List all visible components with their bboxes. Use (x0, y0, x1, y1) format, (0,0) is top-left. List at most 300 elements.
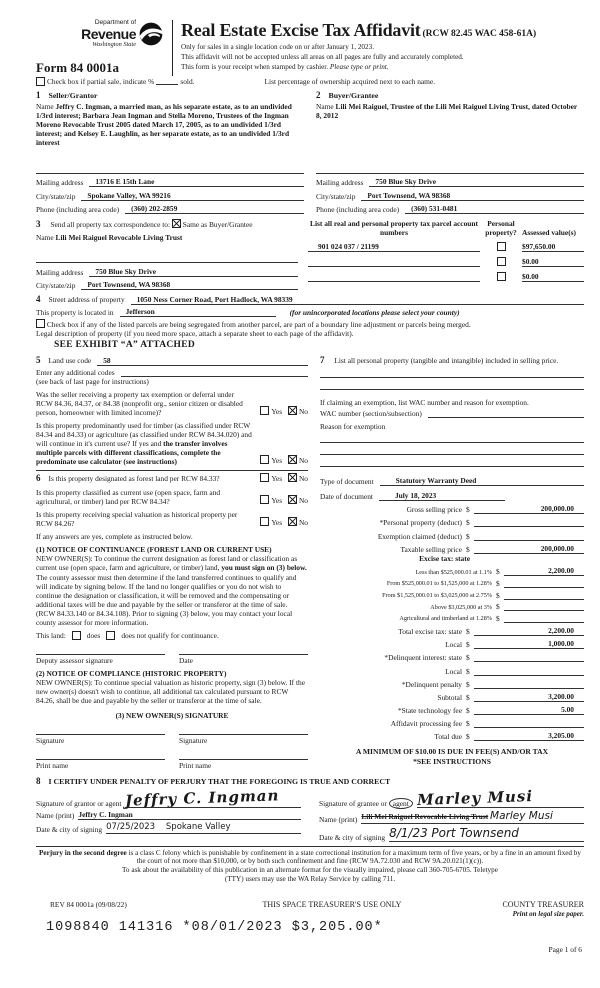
yes-checkbox (260, 406, 269, 415)
yes-checkbox (260, 517, 269, 526)
dollar-sign: $ (466, 640, 470, 650)
tax-row (320, 541, 584, 554)
tax-row-value (474, 688, 584, 689)
seller-city-label: City/state/zip (36, 191, 76, 201)
tax-row-value: 1,000.00 (474, 639, 584, 649)
seller-name-label: Name (36, 101, 54, 111)
buyer-phone-field (316, 204, 584, 214)
perjury-body: is a class C felony which is punishable by confinement in a state correctional institution for a maximum term of five years, or by a fine in an amount fixed by the court of not more than $10,000, or by both such confinement and fine (RCW 9A.72.030 and RCW 9A.20.021(1)(c)). (126, 848, 581, 866)
personal-property-checkbox (497, 242, 506, 251)
exemption-deferral-question (36, 390, 308, 417)
if-yes-note: If any answers are yes, complete as instructed below. (36, 532, 193, 542)
tax-row (320, 728, 584, 741)
correspondence-blank-line (36, 256, 298, 263)
seller-city-value: Spokane Valley, WA 99216 (81, 191, 304, 201)
exhibit-a-text: SEE EXHIBIT “A” ATTACHED (54, 340, 196, 351)
document-type-field (320, 476, 584, 486)
tax-row (320, 649, 584, 662)
county-field (36, 307, 584, 317)
street-address-field (36, 294, 584, 305)
tax-row-label: Total excise tax: state (398, 626, 462, 636)
header-note-3-italic: Please type or print. (329, 62, 389, 71)
segregated-label: Check box if any of the listed parcels are being segregated from another parcel, are part of a boundary line adjustment or parcels being merged. (46, 320, 471, 330)
assessed-value: $97,650.00 (522, 242, 584, 252)
reason-blank-line (320, 431, 584, 443)
same-as-buyer-label: Same as Buyer/Grantee (182, 220, 253, 230)
question-text-normal: Is this property predominantly used for timber (as classified under RCW 84.34 and 84.33) or agriculture (as classified under RCW 84.34.020) and will continue in it's current use? If yes and (36, 421, 252, 449)
grantor-signature-label: Signature of grantor or agent (36, 799, 122, 809)
document-date-field (320, 491, 584, 501)
section-5-number: 5 (36, 354, 41, 365)
tax-row-value (474, 727, 584, 728)
segregated-row (36, 319, 584, 329)
owner-print-name-line: Print name (36, 759, 165, 770)
header-note-3-text: This form is your receipt when stamped by cashier. (181, 62, 330, 71)
tax-row-label: *State technology fee (397, 706, 462, 716)
grantor-signature-value: Jeffry C. Ingman (125, 786, 281, 810)
land-use-code-field (36, 355, 308, 366)
tax-row (320, 676, 584, 689)
land-use-code-label: Land use code (48, 355, 92, 365)
notice-1-body-c: The county assessor must then determine if the land transferred continues to qualify and will indicate by signing below. If the land no longer qualifies or you do not wish to continue the designation or classification, it will be removed and the compensating or additional taxes will be due and payable by the seller or transferor at the time of sale. (RCW 84.33.140 or 84.34.108). Prior to signing (3) below, you may contact your local county assessor for more information. (36, 572, 297, 627)
new-owners-signature-title: (3) NEW OWNER(S) SIGNATURE (115, 710, 229, 720)
notice-of-compliance (36, 669, 308, 705)
parcel-table-header (308, 219, 584, 237)
section-8-number: 8 (36, 775, 41, 786)
form-title: Real Estate Excise Tax Affidavit (181, 20, 421, 40)
dollar-sign: $ (466, 544, 470, 554)
correspondence-name-field (36, 233, 298, 242)
seller-name-field (36, 102, 304, 174)
grantor-print-name-label: Name (print) (36, 811, 75, 821)
personal-property-checkbox (497, 272, 506, 281)
yes-no-group (256, 495, 308, 506)
tax-row (320, 623, 584, 636)
header-note-2: This affidavit will not be accepted unless all areas on all pages are fully and accurately completed. (181, 52, 464, 61)
grantee-date-label: Date & city of signing (319, 832, 386, 842)
no-checkbox (288, 455, 297, 464)
page-number: Page 1 of 6 (548, 944, 582, 954)
owner-signature-line: Signature (179, 734, 308, 745)
dollar-sign: $ (496, 578, 500, 588)
grantee-agent-circled: agent (389, 798, 413, 809)
revenue-logo-icon (138, 21, 164, 47)
timber-agriculture-question (36, 421, 308, 466)
tax-row (320, 501, 584, 514)
tax-rate-label: Above $3,025,000 at 3% (430, 603, 492, 611)
document-type-label: Type of document (320, 477, 374, 487)
grantor-date-value: 07/25/2023 (106, 822, 156, 833)
parcel-row (308, 252, 584, 267)
deputy-date-line: Date (179, 654, 308, 665)
parcel-numbers-header: List all real and personal property tax parcel account numbers (310, 219, 478, 238)
tax-row-value (474, 526, 584, 527)
section-7-number: 7 (320, 354, 325, 365)
document-type-value: Statutory Warranty Deed (380, 476, 584, 486)
grantee-signature-block (319, 787, 584, 842)
document-date-value: July 18, 2023 (379, 491, 505, 501)
seller-phone-value: (360) 202-2859 (125, 204, 304, 214)
tax-row-label: Taxable selling price (400, 544, 462, 554)
street-address-label: Street address of property (48, 295, 125, 305)
county-treasurer-block (444, 900, 584, 918)
section-2-number: 2 (316, 89, 321, 100)
perjury-line-2: To ask about the availability of this publication in an alternate format for the visually impaired, please call 360-705-6705. Teletype (122, 866, 498, 875)
dollar-sign: $ (466, 518, 470, 528)
personal-property-checkbox (497, 257, 506, 266)
correspondence-mailing-value: 750 Blue Sky Drive (89, 267, 298, 277)
correspondence-mailing-field (36, 267, 298, 277)
assessed-value-header: Assessed value(s) (522, 228, 576, 238)
section-3-head (36, 219, 298, 230)
tax-row-label: Total due (434, 732, 462, 742)
reason-blank-line (320, 443, 584, 455)
form-header (36, 20, 584, 76)
no-label: No (298, 474, 308, 484)
no-checkbox (288, 406, 297, 415)
buyer-name-label: Name (316, 101, 334, 111)
dollar-sign: $ (466, 692, 470, 702)
county-value: Jefferson (120, 307, 276, 317)
yes-checkbox (260, 495, 269, 504)
parcel-number-value (308, 266, 480, 267)
parcel-number-value (308, 281, 480, 282)
agency-revenue-label: Revenue (81, 25, 136, 42)
yes-label: Yes (271, 407, 283, 417)
dollar-sign: $ (496, 567, 500, 577)
tax-rate-value (504, 587, 584, 588)
additional-codes-field (36, 368, 308, 377)
tax-rate-row (320, 588, 584, 600)
grantor-print-name-value: Jeffry C. Ingman (78, 810, 301, 820)
dollar-sign: $ (466, 505, 470, 515)
yes-label: Yes (271, 518, 283, 528)
section-1-title: Seller/Grantor (48, 90, 98, 100)
buyer-grantee-section (316, 90, 584, 215)
certification-section (36, 776, 584, 842)
rev-number: REV 84 0001a (09/08/22) (50, 899, 127, 909)
wac-number-value (428, 417, 584, 418)
form-title-line (181, 20, 584, 42)
dollar-sign: $ (496, 590, 500, 600)
tax-row-label: *Delinquent interest: state (384, 653, 462, 663)
tax-rate-row (320, 611, 584, 623)
tax-row-value: 3,205.00 (474, 731, 584, 741)
exemption-reason-label: Reason for exemption (320, 421, 386, 431)
question-text: Was the seller receiving a property tax exemption or deferral under RCW 84.36, 84.37, or 84.38 (nonprofit org., senior citizen or disabled person, homeowner with limited income)? (36, 389, 243, 418)
tax-row-value: 200,000.00 (474, 504, 584, 514)
correspondence-label: Send all property tax correspondence to: (50, 220, 171, 230)
treasurer-stamp: 1098840 141316 *08/01/2023 $3,205.00* (46, 920, 383, 936)
street-address-value: 1050 Ness Corner Road, Port Hadlock, WA 98339 (131, 295, 584, 305)
form-title-rcw: (RCW 82.45 WAC 458-61A) (422, 29, 537, 39)
assessed-value: $0.00 (522, 272, 584, 282)
tax-row-label: Gross selling price (406, 505, 462, 515)
partial-sale-checkbox (36, 77, 45, 86)
section-2-title: Buyer/Grantee (328, 90, 379, 100)
footer-row (36, 900, 584, 918)
treasurer-use-label: THIS SPACE TREASURER'S USE ONLY (262, 899, 402, 909)
parcel-row (308, 267, 584, 282)
correspondence-city-value: Port Townsend, WA 98368 (81, 280, 298, 290)
tax-row-value: 3,200.00 (474, 692, 584, 702)
does-label: does (86, 630, 101, 640)
forest-land-question (36, 470, 308, 484)
ownership-percentage-note: List percentage of ownership acquired next to each name. (264, 76, 436, 86)
grantee-signature-field (319, 786, 584, 809)
correspondence-mailing-label: Mailing address (36, 267, 84, 277)
question-text: Is this property designated as forest land per RCW 84.33? (48, 474, 220, 484)
grantor-date-field (36, 822, 301, 833)
dollar-sign: $ (466, 679, 470, 689)
yes-no-group (256, 517, 308, 528)
yes-label: Yes (271, 474, 283, 484)
section-4-number: 4 (36, 294, 41, 305)
question-text: Is this property receiving special valuation as historical property per RCW 84.26? (36, 510, 238, 529)
buyer-name-field (316, 102, 584, 174)
tax-rate-label: Agricultural and timberland at 1.28% (399, 615, 492, 623)
dollar-sign: $ (466, 626, 470, 636)
grantor-print-name-field (36, 810, 301, 820)
owner-signature-line: Signature (36, 734, 165, 745)
dollar-sign: $ (466, 706, 470, 716)
new-owner-print-row (36, 759, 308, 770)
perjury-lead: Perjury in the second degree (39, 848, 127, 857)
county-label: This property is located in (36, 308, 114, 318)
deputy-assessor-row (36, 654, 308, 665)
question-text (36, 421, 252, 466)
no-label: No (298, 456, 308, 466)
grantee-city-value: Port Townsend (431, 826, 519, 841)
parcel-number-value: 901 024 037 / 21199 (308, 242, 480, 252)
seller-city-field (36, 191, 304, 201)
excise-tax-heading: Excise tax: state (419, 553, 470, 563)
additional-codes-label: Enter any additional codes (36, 367, 115, 377)
section-1-number: 1 (36, 89, 41, 100)
exemption-note: If claiming an exemption, list WAC number and reason for exemption. (320, 397, 529, 407)
partial-sold-label: sold. (180, 76, 195, 86)
no-label: No (298, 496, 308, 506)
segregated-checkbox (36, 319, 45, 328)
tax-row (320, 662, 584, 675)
dollar-sign: $ (466, 732, 470, 742)
wac-number-label: WAC number (section/subsection) (320, 408, 422, 418)
dollar-sign: $ (496, 602, 500, 612)
agency-dept-line: Department of (94, 19, 136, 26)
tax-row-value: 2,200.00 (474, 626, 584, 636)
question-text: Is this property classified as current use (open space, farm and agricultural, or timber) land per RCW 84.34? (36, 488, 221, 507)
tax-row (320, 527, 584, 540)
form-number: Form 84 0001a (36, 59, 120, 75)
tax-row-value: 5.00 (474, 705, 584, 715)
deputy-assessor-signature-line: Deputy assessor signature (36, 654, 165, 665)
seller-mailing-field (36, 177, 304, 187)
tax-rate-row (320, 576, 584, 588)
tax-row (320, 636, 584, 649)
grantee-print-name-label: Name (print) (319, 815, 358, 825)
buyer-phone-label: Phone (including area code) (316, 205, 400, 215)
yes-label: Yes (271, 456, 283, 466)
tax-rate-value (504, 599, 584, 600)
seller-grantor-section (36, 90, 304, 215)
land-qualify-row (36, 631, 308, 640)
yes-no-group (256, 473, 308, 484)
right-column (320, 355, 584, 770)
property-address-section (36, 294, 584, 352)
dollar-sign: $ (466, 531, 470, 541)
notice-of-continuance (36, 545, 308, 626)
no-checkbox (288, 517, 297, 526)
tax-rate-row (320, 600, 584, 612)
agency-name (81, 20, 136, 48)
personal-property-label: List all personal property (tangible and intangible) included in selling price. (334, 355, 559, 365)
tax-row-label: *Personal property (deduct) (379, 518, 462, 528)
grantee-name-struck: Lili Mei Raiguel Revocable Living Trust (361, 812, 489, 822)
grantee-name-handwritten: Marley Musi (490, 810, 553, 823)
grantee-print-name-field (319, 810, 584, 824)
assessed-value: $0.00 (522, 257, 584, 267)
perjury-line-3: (TTY) users may use the WA Relay Service by calling 711. (224, 875, 396, 884)
no-checkbox (288, 495, 297, 504)
tax-rate-value (504, 622, 584, 623)
yes-checkbox (260, 473, 269, 482)
correspondence-city-field (36, 280, 298, 290)
grantee-date-field (319, 826, 584, 842)
agency-block (36, 20, 172, 76)
tax-row (320, 514, 584, 527)
grantee-date-value: 8/1/23 (389, 826, 428, 841)
tax-rate-label: From $1,525,000.01 to $3,025,000 at 2.75% (382, 592, 492, 600)
buyer-mailing-value: 750 Blue Sky Drive (369, 177, 584, 187)
tax-rate-row (320, 565, 584, 577)
tax-rate-label: Less than $525,000.01 at 1.1% (415, 568, 492, 576)
buyer-name-value: Lili Mei Raiguel, Trustee of the Lili Mei Raiguel Living Trust, dated October 8, 2012 (316, 101, 578, 120)
tax-row-label: Subtotal (437, 692, 462, 702)
tax-correspondence-section (36, 219, 298, 290)
notice-2-title: (2) NOTICE OF COMPLIANCE (HISTORIC PROPERTY) (36, 668, 227, 678)
seller-phone-label: Phone (including area code) (36, 205, 120, 215)
buyer-phone-value: (360) 531-0481 (405, 204, 584, 214)
buyer-mailing-label: Mailing address (316, 178, 364, 188)
buyer-city-field (316, 191, 584, 201)
tax-rate-label: From $525,000.01 to $1,525,000 at 1.28% (386, 580, 492, 588)
grantee-signature-value: Marley Musi (416, 786, 534, 809)
yes-checkbox (260, 455, 269, 464)
does-checkbox (72, 631, 81, 640)
tax-row-label: Exemption claimed (deduct) (377, 531, 462, 541)
question-text-bold: the transfer involves multiple parcels with different classifications, complete the predominate use calculator (see instructions) (36, 439, 228, 467)
tax-row (320, 702, 584, 715)
personal-property-header: Personal property? (485, 219, 517, 238)
no-label: No (298, 407, 308, 417)
reason-blank-line (320, 455, 584, 467)
correspondence-name-value: Lili Mei Raiguel Revocable Living Trust (55, 233, 183, 243)
grantor-signature-block (36, 787, 301, 842)
seller-phone-field (36, 204, 304, 214)
tax-rate-value (504, 610, 584, 611)
tax-row-label: Local (445, 666, 462, 676)
notice-2-body: NEW OWNER(S): To continue special valuation as historic property, sign (3) below. If the new owner(s) doesn't wish to continue, all additional tax calculated pursuant to RCW 84.26, shall be due and payable by the seller or transferor at the time of sale. (36, 677, 305, 705)
section-3-number: 3 (36, 219, 41, 230)
grantee-signature-label: Signature of grantee or (319, 799, 387, 809)
seller-mailing-value: 13716 E 15th Lane (89, 177, 304, 187)
tax-row-value (474, 661, 584, 662)
additional-codes-note: (see back of last page for instructions) (36, 376, 149, 386)
parcel-table (308, 219, 584, 290)
grantor-date-label: Date & city of signing (36, 824, 103, 834)
minimum-fee-note (320, 747, 584, 766)
dollar-sign: $ (466, 653, 470, 663)
yes-no-group (256, 406, 308, 417)
does-not-label: does not qualify for continuance. (121, 630, 219, 640)
personal-property-blank-line (320, 366, 584, 378)
county-note: (for unincorporated locations please select your county) (289, 308, 460, 318)
tax-row-label: *Delinquent penalty (401, 679, 462, 689)
new-owner-signature-row (36, 734, 308, 745)
tax-row-label: Local (445, 640, 462, 650)
no-checkbox (288, 473, 297, 482)
tax-row-value (474, 540, 584, 541)
print-note: Print on legal size paper. (512, 909, 584, 918)
legal-description-label: Legal description of property (if you need more space, attach a separate sheet to each page of the affidavit). (36, 329, 354, 339)
header-note-1: Only for sales in a single location code on or after January 1, 2023. (181, 42, 375, 51)
minimum-fee-line-1: A MINIMUM OF $10.00 IS DUE IN FEE(S) AND/OR TAX (355, 747, 549, 757)
document-date-label: Date of document (320, 492, 373, 502)
does-not-checkbox (106, 631, 115, 640)
current-use-question (36, 488, 308, 506)
partial-percent-blank (156, 77, 178, 85)
notice-1-body-bold: you must sign on (3) below. (221, 563, 307, 573)
no-label: No (298, 518, 308, 528)
notice-1-body-a: NEW OWNER(S): To continue the current designation as forest land or classification as current use (open space, farm and agriculture, or timber) land, (36, 554, 298, 573)
parcel-row (308, 237, 584, 252)
dollar-sign: $ (466, 666, 470, 676)
yes-no-group (256, 455, 308, 466)
dollar-sign: $ (466, 719, 470, 729)
land-use-code-value: 58 (97, 356, 308, 366)
tax-row (320, 689, 584, 702)
seller-mailing-label: Mailing address (36, 178, 84, 188)
grantor-city-value: Spokane Valley (165, 822, 231, 833)
owner-print-name-line: Print name (179, 759, 308, 770)
tax-row-value (474, 675, 584, 676)
tax-row-value: 200,000.00 (474, 544, 584, 554)
left-column (36, 355, 308, 770)
buyer-city-value: Port Townsend, WA 98368 (361, 191, 584, 201)
county-treasurer-label: COUNTY TREASURER (502, 899, 584, 909)
tax-row-label: Affidavit processing fee (390, 719, 462, 729)
this-land-label: This land: (36, 630, 66, 640)
notice-1-title: (1) NOTICE OF CONTINUANCE (FOREST LAND OR CURRENT USE) (36, 545, 272, 555)
yes-label: Yes (271, 496, 283, 506)
agency-state-label: Washington State (92, 40, 136, 48)
partial-sale-label: Check box if partial sale, indicate % (47, 76, 155, 86)
correspondence-city-label: City/state/zip (36, 281, 76, 291)
tax-row (320, 715, 584, 728)
correspondence-name-label: Name (36, 233, 54, 243)
header-note-3 (181, 63, 584, 72)
seller-name-value: Jeffry C. Ingman, a married man, as his separate estate, as to an undivided 1/3rd interest; Barbara Jean Ingman and Stella Moreno, Trustees of the Ingman Moreno Revocable Trust 2005 dated March 17, 2005, as to an undivided 1/3rd interest; and Kelsey E. Laughlin, as her separate estate, as to an undivided 1/3rd interest (36, 101, 292, 147)
wac-number-field (320, 409, 584, 418)
historical-property-question (36, 510, 308, 528)
grantor-signature-field (36, 786, 301, 810)
dollar-sign: $ (496, 613, 500, 623)
perjury-notice (36, 846, 584, 884)
certification-statement: I CERTIFY UNDER PENALTY OF PERJURY THAT THE FOREGOING IS TRUE AND CORRECT (48, 776, 391, 786)
partial-sale-row (36, 77, 584, 86)
tax-rate-value: 2,200.00 (504, 566, 584, 576)
same-as-buyer-checkbox (172, 219, 181, 228)
